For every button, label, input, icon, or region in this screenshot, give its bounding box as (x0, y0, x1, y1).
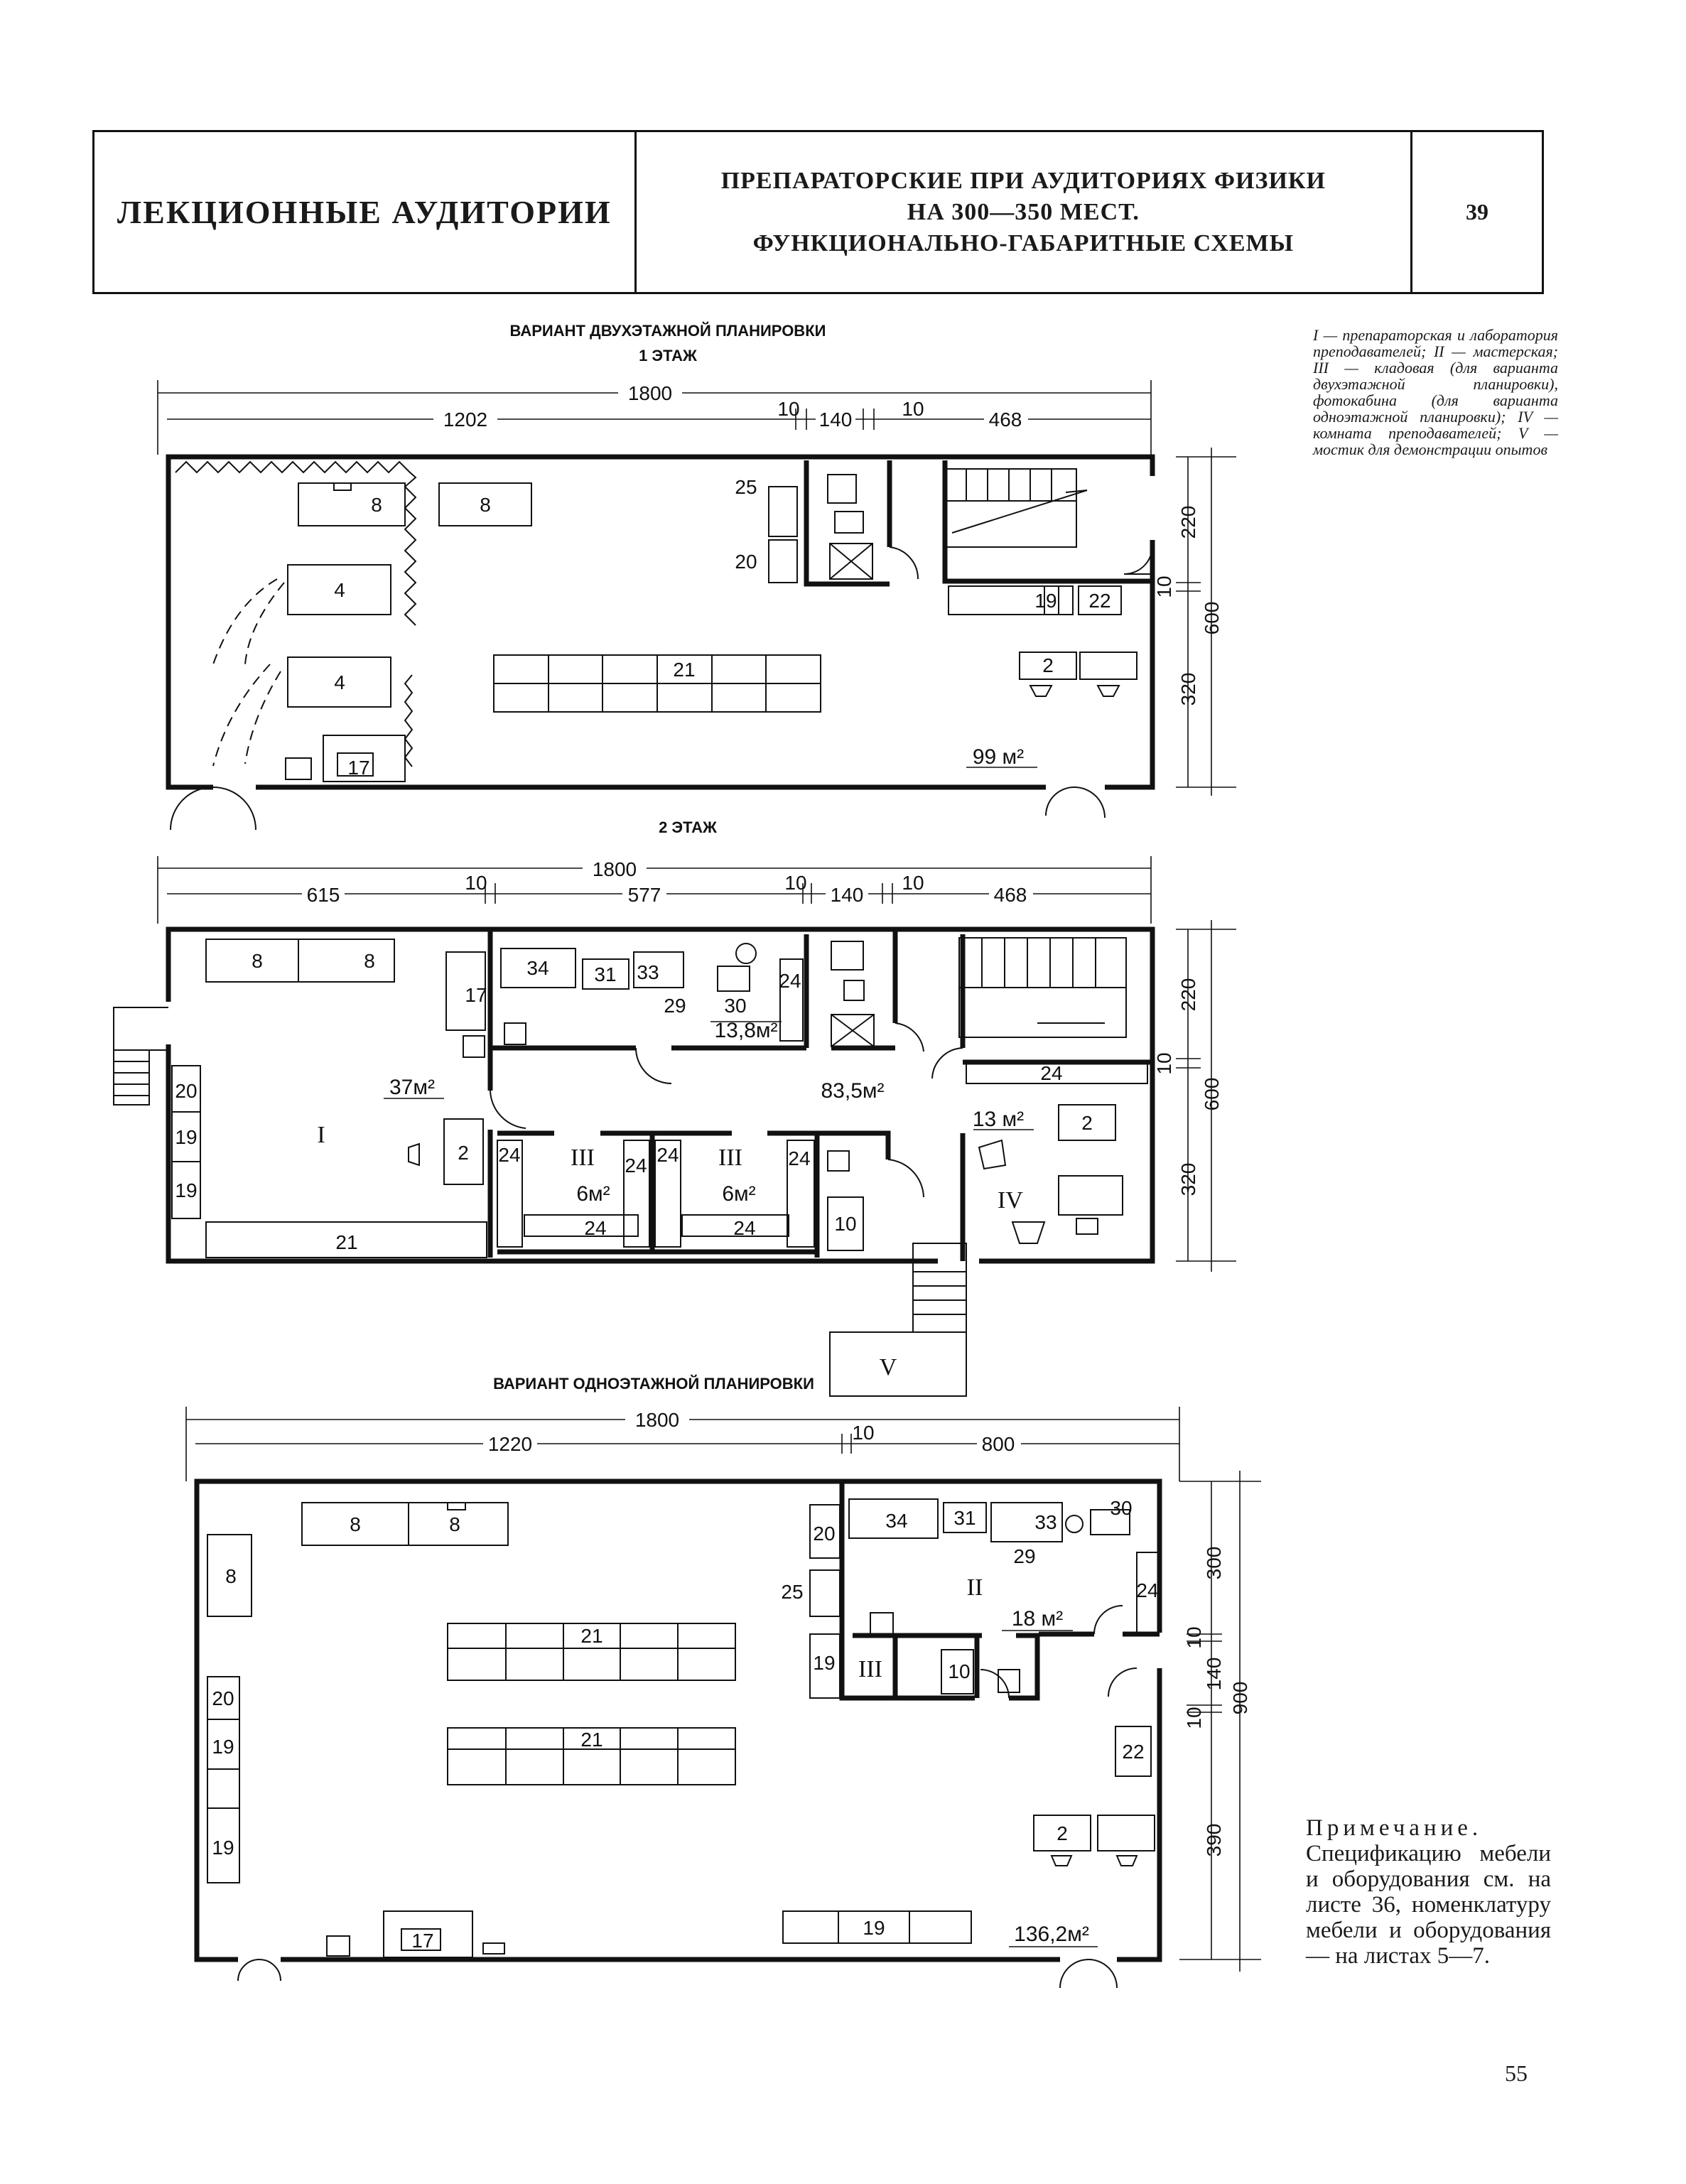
label2-30: 30 (724, 995, 747, 1017)
area-store-a: 6м² (576, 1182, 610, 1206)
dimension-line-right (1153, 448, 1236, 796)
label2-33: 33 (637, 961, 659, 983)
section-title: ЛЕКЦИОННЫЕ АУДИТОРИИ (94, 132, 637, 292)
dim3-390: 390 (1203, 1823, 1225, 1857)
dimension-line-top-3 (186, 1407, 1179, 1481)
label2-19b: 19 (175, 1179, 198, 1201)
dimension-line-top (158, 380, 1151, 455)
sink-25-3 (810, 1570, 840, 1616)
label2-29: 29 (664, 995, 686, 1017)
sheet-title-line3: ФУНКЦИОНАЛЬНО-ГАБАРИТНЫЕ СХЕМЫ (752, 229, 1295, 256)
sink-25 (769, 487, 797, 536)
label2-8a: 8 (252, 950, 263, 972)
dim-10a: 10 (777, 398, 800, 420)
note-heading: Примечание. (1306, 1815, 1483, 1841)
door-left (171, 787, 213, 830)
label2-2a: 2 (458, 1142, 469, 1164)
label3-24: 24 (1136, 1579, 1159, 1601)
roman-III-a: III (571, 1145, 595, 1171)
label-17: 17 (347, 757, 370, 779)
label2-24f: 24 (656, 1144, 679, 1166)
label-19: 19 (1034, 590, 1057, 612)
label2-10: 10 (834, 1213, 857, 1235)
label2-24b: 24 (1040, 1062, 1063, 1084)
bridge-V (830, 1332, 966, 1396)
label3-19c: 19 (863, 1917, 885, 1939)
dim2-total: 1800 (592, 858, 637, 880)
dim2-140: 140 (830, 884, 864, 906)
cabinet-20 (769, 540, 797, 583)
label3-20b: 20 (813, 1523, 836, 1545)
dim3-10b: 10 (1183, 1707, 1205, 1729)
label3-29: 29 (1013, 1545, 1036, 1567)
staircase-2 (959, 938, 1126, 1037)
dim3-10: 10 (852, 1422, 875, 1444)
area-main: 136,2м² (1014, 1923, 1089, 1946)
roman-III-3: III (858, 1656, 882, 1682)
label3-22: 22 (1122, 1741, 1145, 1763)
cabinets-21 (494, 655, 821, 712)
dim2-600: 600 (1201, 1077, 1223, 1111)
caption-one-storey: ВАРИАНТ ОДНОЭТАЖНОЙ ПЛАНИРОВКИ (493, 1375, 814, 1393)
cabinets-21-3b (448, 1728, 735, 1785)
cabinets-21-3a (448, 1623, 735, 1680)
dim2-10b: 10 (784, 872, 807, 894)
plan-floor-1 (158, 322, 1236, 830)
dim2-220: 220 (1177, 978, 1199, 1012)
label3-20a: 20 (212, 1687, 234, 1709)
wc-2 (831, 941, 863, 970)
partition-screen (175, 462, 416, 625)
dim3-1220: 1220 (487, 1433, 533, 1455)
label3-30: 30 (1110, 1497, 1133, 1519)
label2-34: 34 (526, 957, 549, 979)
label3-21b: 21 (580, 1729, 603, 1751)
area-workshop-3: 18 м² (1011, 1607, 1064, 1631)
label2-19a: 19 (175, 1126, 198, 1148)
label3-8a: 8 (350, 1513, 361, 1535)
label3-2: 2 (1057, 1822, 1068, 1844)
dim3-300: 300 (1203, 1546, 1225, 1580)
dim-220: 220 (1177, 505, 1199, 539)
label2-2b: 2 (1081, 1112, 1093, 1134)
label3-8c: 8 (225, 1565, 237, 1587)
note-body: Спецификацию мебели и оборудования см. на листе 36, номенклатуру мебели и оборудования — на листах 5—7. (1306, 1841, 1551, 1969)
label-25: 25 (735, 476, 757, 498)
sheet-title-line1: ПРЕПАРАТОРСКИЕ ПРИ АУДИТОРИЯХ ФИЗИКИ (720, 167, 1326, 194)
dimension-line-right-3 (1179, 1471, 1261, 1972)
exterior-stair-left (114, 1050, 149, 1105)
label2-24g: 24 (733, 1217, 756, 1239)
label-21: 21 (673, 659, 696, 681)
plan-floor-2 (114, 818, 1236, 1396)
dim-total: 1800 (627, 382, 673, 404)
label-20: 20 (735, 551, 757, 573)
dim2-577: 577 (627, 884, 661, 906)
label-2: 2 (1042, 654, 1054, 676)
dim-600: 600 (1201, 601, 1223, 635)
outer-wall (168, 457, 1152, 787)
area-room-I: 37м² (389, 1076, 435, 1099)
dim2-10c: 10 (902, 872, 924, 894)
area-workshop: 13,8м² (714, 1019, 778, 1042)
label2-24e: 24 (625, 1155, 647, 1177)
dim-10: 10 (1153, 575, 1175, 598)
label2-31: 31 (594, 963, 617, 985)
dim-140: 140 (818, 409, 853, 431)
dimension-line-right-2 (1153, 920, 1236, 1272)
sheet-title-line2: НА 300—350 МЕСТ. (907, 198, 1140, 225)
dim-320: 320 (1177, 672, 1199, 706)
area-store-b: 6м² (722, 1182, 756, 1206)
dim2-320: 320 (1177, 1162, 1199, 1196)
dim3-800: 800 (981, 1433, 1015, 1455)
label-4a: 4 (334, 579, 345, 601)
label3-31: 31 (953, 1507, 976, 1529)
dim3-total: 1800 (634, 1409, 680, 1431)
sheet-number: 39 (1412, 132, 1544, 292)
roman-I: I (317, 1122, 325, 1148)
plan-one-storey (186, 1375, 1261, 1988)
dim2-468: 468 (993, 884, 1027, 906)
exterior-stair-V (913, 1243, 966, 1332)
label3-19b: 19 (212, 1837, 234, 1859)
wall-stair-2 (963, 934, 1152, 1261)
label-22: 22 (1088, 590, 1111, 612)
legend: I — препараторская и лаборатория преподавателей; II — мастерская; III — кладовая (для варианта двухэтажной планировки), фотокабина (для варианта одноэтажной планировки); IV — комната преподавателей; V — мостик для демонстрации опытов (1313, 326, 1558, 458)
label3-34: 34 (885, 1510, 908, 1532)
label2-17: 17 (465, 984, 487, 1006)
label2-21: 21 (335, 1231, 358, 1253)
dim3-10a: 10 (1183, 1626, 1205, 1649)
dim2-10r: 10 (1153, 1052, 1175, 1075)
label3-19a: 19 (212, 1736, 234, 1758)
label-4b: 4 (334, 671, 345, 693)
sink (286, 758, 311, 779)
label3-8b: 8 (449, 1513, 460, 1535)
label2-8b: 8 (364, 950, 375, 972)
dim3-900: 900 (1229, 1681, 1251, 1715)
label2-24a: 24 (779, 970, 801, 992)
dim-10b: 10 (902, 398, 924, 420)
label3-17: 17 (411, 1930, 434, 1952)
roman-II: II (966, 1574, 983, 1601)
dim3-140: 140 (1203, 1657, 1225, 1691)
label2-24c: 24 (498, 1144, 521, 1166)
label-8b: 8 (480, 494, 491, 516)
wc (828, 475, 856, 503)
label2-20: 20 (175, 1080, 198, 1102)
label3-25: 25 (781, 1581, 804, 1603)
area-hall: 83,5м² (821, 1079, 885, 1103)
roman-V: V (879, 1354, 897, 1380)
dim2-10a: 10 (465, 872, 487, 894)
stair-wall (945, 460, 1152, 581)
area-room-IV: 13 м² (972, 1108, 1025, 1131)
label3-19d: 19 (813, 1652, 836, 1674)
dimension-line-top-2 (158, 856, 1151, 924)
page-number: 55 (1505, 2060, 1528, 2086)
dim-468: 468 (988, 409, 1022, 431)
label-8a: 8 (371, 494, 382, 516)
dim-1202: 1202 (443, 409, 488, 431)
table-8-3a (302, 1503, 508, 1545)
roman-III-b: III (718, 1145, 742, 1171)
label3-10: 10 (948, 1660, 971, 1682)
caption-two-storey: ВАРИАНТ ДВУХЭТАЖНОЙ ПЛАНИРОВКИ (509, 322, 826, 340)
label2-24h: 24 (788, 1147, 811, 1169)
area-floor-1: 99 м² (972, 745, 1025, 769)
caption-floor-2: 2 ЭТАЖ (659, 818, 717, 836)
dim2-615: 615 (306, 884, 340, 906)
label3-21a: 21 (580, 1625, 603, 1647)
label2-24d: 24 (584, 1217, 607, 1239)
staircase (945, 469, 1087, 547)
label3-33: 33 (1034, 1511, 1057, 1533)
roman-IV: IV (998, 1187, 1023, 1213)
caption-floor-1: 1 ЭТАЖ (639, 347, 697, 364)
wc-walls (806, 460, 890, 584)
